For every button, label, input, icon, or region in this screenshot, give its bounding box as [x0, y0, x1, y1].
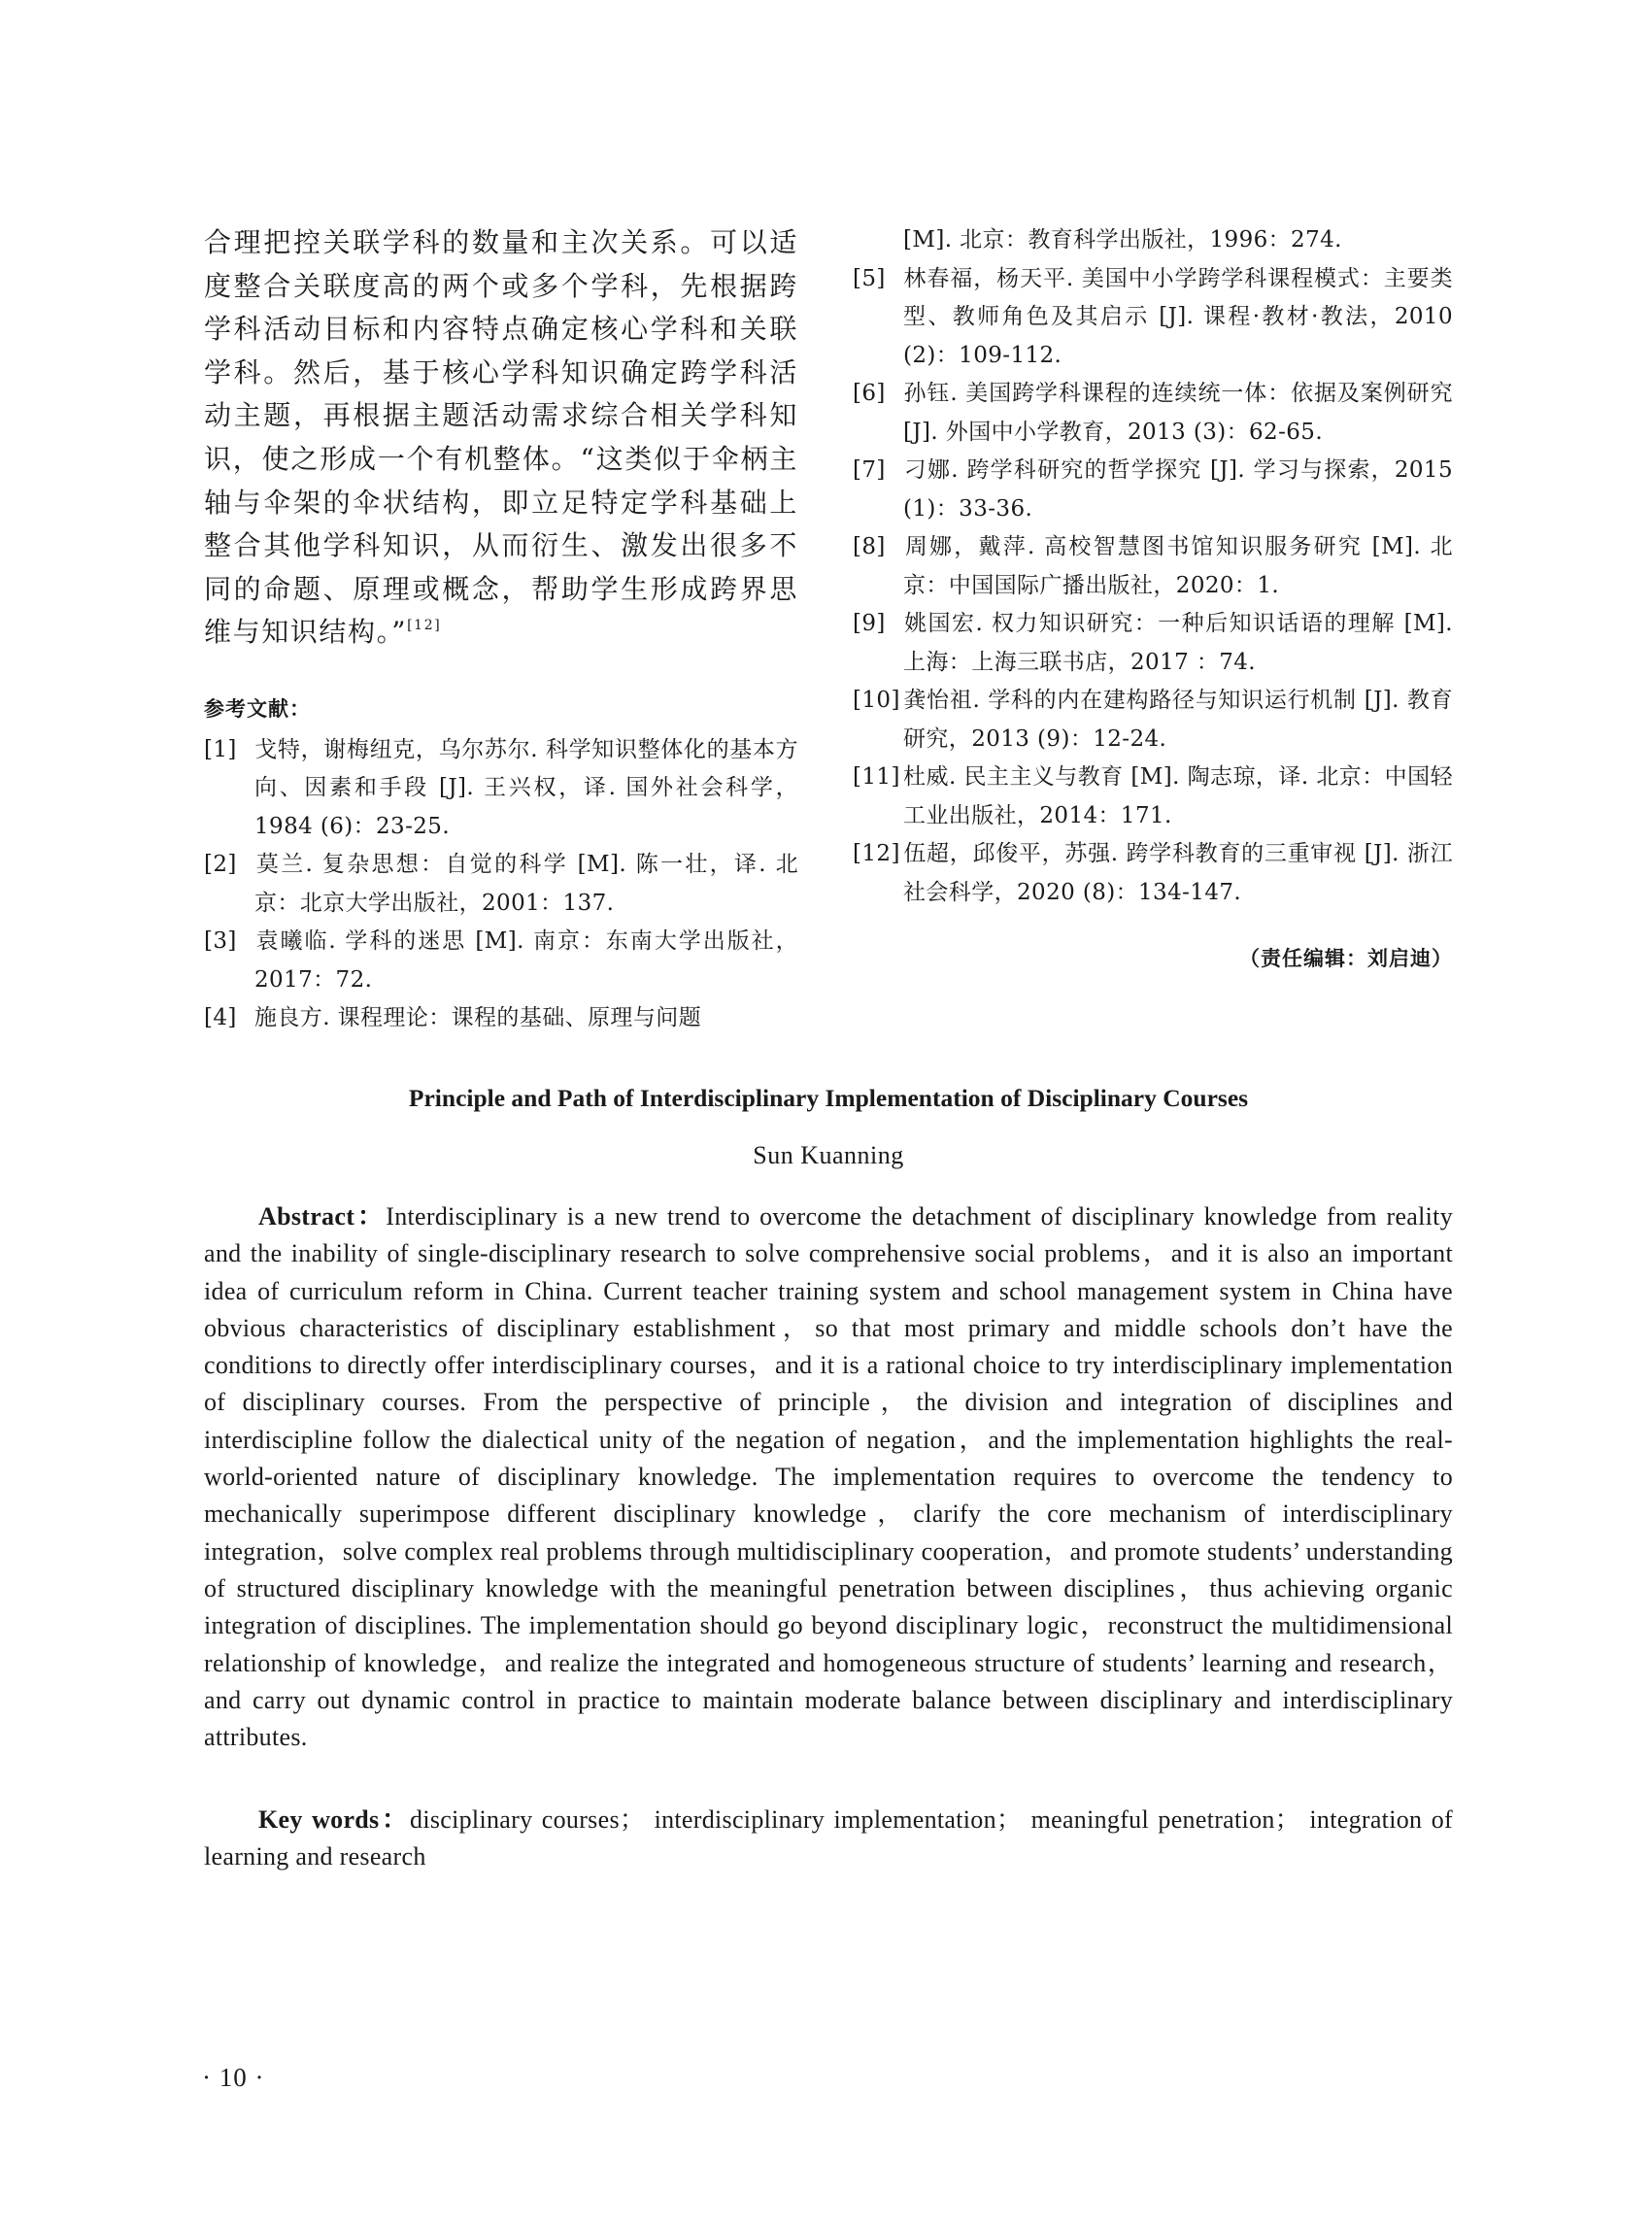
reference-item [853, 605, 1453, 682]
reference-number: [10] [853, 688, 900, 713]
responsible-editor: （责任编辑：刘启迪） [1239, 947, 1453, 970]
reference-item [853, 759, 1453, 835]
reference-number: [6] [853, 381, 886, 406]
reference-text: 孙钰. 美国跨学科课程的连续统一体：依据及案例研究 [J]. 外国中小学教育，2013 (3)：62-65. [903, 381, 1453, 445]
reference-text: 林春福，杨天平. 美国中小学跨学科课程模式：主要类型、教师角色及其启示 [J]. 课程·教材·教法，2010 (2)：109-112. [903, 265, 1453, 368]
reference-item [204, 731, 798, 847]
reference-item [853, 260, 1453, 376]
reference-number: [4] [204, 1005, 237, 1031]
reference-item [853, 835, 1453, 912]
reference-continuation [853, 221, 1453, 260]
reference-text: 杜威. 民主主义与教育 [M]. 陶志琼，译. 北京：中国轻工业出版社，2014：171. [903, 764, 1453, 828]
reference-number: [2] [204, 852, 237, 878]
english-keywords [204, 1802, 1453, 1876]
reference-item [853, 375, 1453, 452]
abstract-text: Interdisciplinary is a new trend to overcome the detachment of disciplinary knowledge from reality and the inability of single-disciplinary research to solve comprehensive social problems，and it is also an important idea of curriculum reform in China. Current teacher training system and school management system in China have obvious characteristics of disciplinary establishment，so that most primary and middle schools don’t have the conditions to directly offer interdisciplinary courses，and it is a rational choice to try interdisciplinary implementation of disciplinary courses. From the perspective of principle，the division and integration of disciplines and interdiscipline follow the dialectical unity of the negation of negation，and the implementation highlights the real-world-oriented nature of disciplinary knowledge. The implementation requires to overcome the tendency to mechanically superimpose different disciplinary knowledge，clarify the core mechanism of interdisciplinary integration，solve complex real problems through multidisciplinary cooperation，and promote students’ understanding of structured disciplinary knowledge with the meaningful penetration between disciplines，thus achieving organic integration of disciplines. The implementation should go beyond disciplinary logic，reconstruct the multidimensional relationship of knowledge，and realize the integrated and homogeneous structure of students’ learning and research，and carry out dynamic control in practice to maintain moderate balance between disciplinary and interdisciplinary attributes. [204, 1202, 1454, 1752]
reference-number: [8] [853, 534, 886, 559]
reference-item [204, 923, 798, 999]
reference-text: 戈特，谢梅纽克，乌尔苏尔. 科学知识整体化的基本方向、因素和手段 [J]. 王兴权，译. 国外社会科学，1984 (6)：23-25. [254, 736, 798, 839]
reference-number: [11] [853, 764, 900, 790]
english-title: Principle and Path of Interdisciplinary Implementation of Disciplinary Courses [408, 1084, 1249, 1112]
right-column [853, 221, 1453, 972]
reference-text: 龚怡祖. 学科的内在建构路径与知识运行机制 [J]. 教育研究，2013 (9)：12-24. [903, 688, 1453, 752]
left-column [204, 221, 798, 1038]
references-heading: 参考文献： [204, 696, 311, 721]
abstract-label: Abstract： [258, 1202, 387, 1230]
keywords-text: disciplinary courses； interdisciplinary implementation； meaningful penetration； integration of learning and research [204, 1805, 1453, 1871]
reference-text: 施良方. 课程理论：课程的基础、原理与问题 [254, 1005, 702, 1031]
english-author: Sun Kuanning [753, 1141, 904, 1169]
reference-item [204, 846, 798, 923]
reference-text: 袁曦临. 学科的迷思 [M]. 南京：东南大学出版社，2017：72. [254, 928, 798, 993]
citation-marker: [12] [407, 618, 442, 634]
reference-text: 伍超，邱俊平，苏强. 跨学科教育的三重审视 [J]. 浙江社会科学，2020 (8)：134-147. [903, 841, 1453, 905]
reference-text: 姚国宏. 权力知识研究：一种后知识话语的理解 [M]. 上海：上海三联书店，2017 ：74. [903, 611, 1453, 675]
reference-number: [1] [204, 736, 237, 762]
page-number: · 10 · [202, 2063, 265, 2092]
reference-number: [7] [853, 457, 886, 483]
reference-number: [3] [204, 928, 237, 955]
reference-item [853, 528, 1453, 605]
reference-text: 莫兰. 复杂思想：自觉的科学 [M]. 陈一壮，译. 北京：北京大学出版社，2001：137. [254, 852, 798, 916]
body-paragraph-text: 合理把控关联学科的数量和主次关系。可以适度整合关联度高的两个或多个学科，先根据跨学科活动目标和内容特点确定核心学科和关联学科。然后，基于核心学科知识确定跨学科活动主题，再根据主题活动需求综合相关学科知识，使之形成一个有机整体。“这类似于伞柄主轴与伞架的伞状结构，即立足特定学科基础上整合其他学科知识，从而衍生、激发出很多不同的命题、原理或概念，帮助学生形成跨界思维与知识结构。” [204, 226, 798, 649]
reference-text: 刁娜. 跨学科研究的哲学探究 [J]. 学习与探索，2015 (1)：33-36. [903, 457, 1453, 522]
english-abstract [204, 1198, 1453, 1756]
reference-number: [5] [853, 265, 886, 291]
reference-number: [9] [853, 611, 886, 636]
keywords-label: Key words： [258, 1805, 411, 1834]
reference-list-left [204, 731, 798, 1038]
reference-item [853, 452, 1453, 528]
reference-item [204, 999, 798, 1038]
reference-text: [M]. 北京：教育科学出版社，1996：274. [903, 227, 1342, 253]
reference-number: [12] [853, 841, 900, 866]
reference-item [853, 682, 1453, 759]
body-paragraph [204, 221, 798, 655]
reference-text: 周娜，戴萍. 高校智慧图书馆知识服务研究 [M]. 北京：中国国际广播出版社，2020：1. [903, 534, 1453, 598]
